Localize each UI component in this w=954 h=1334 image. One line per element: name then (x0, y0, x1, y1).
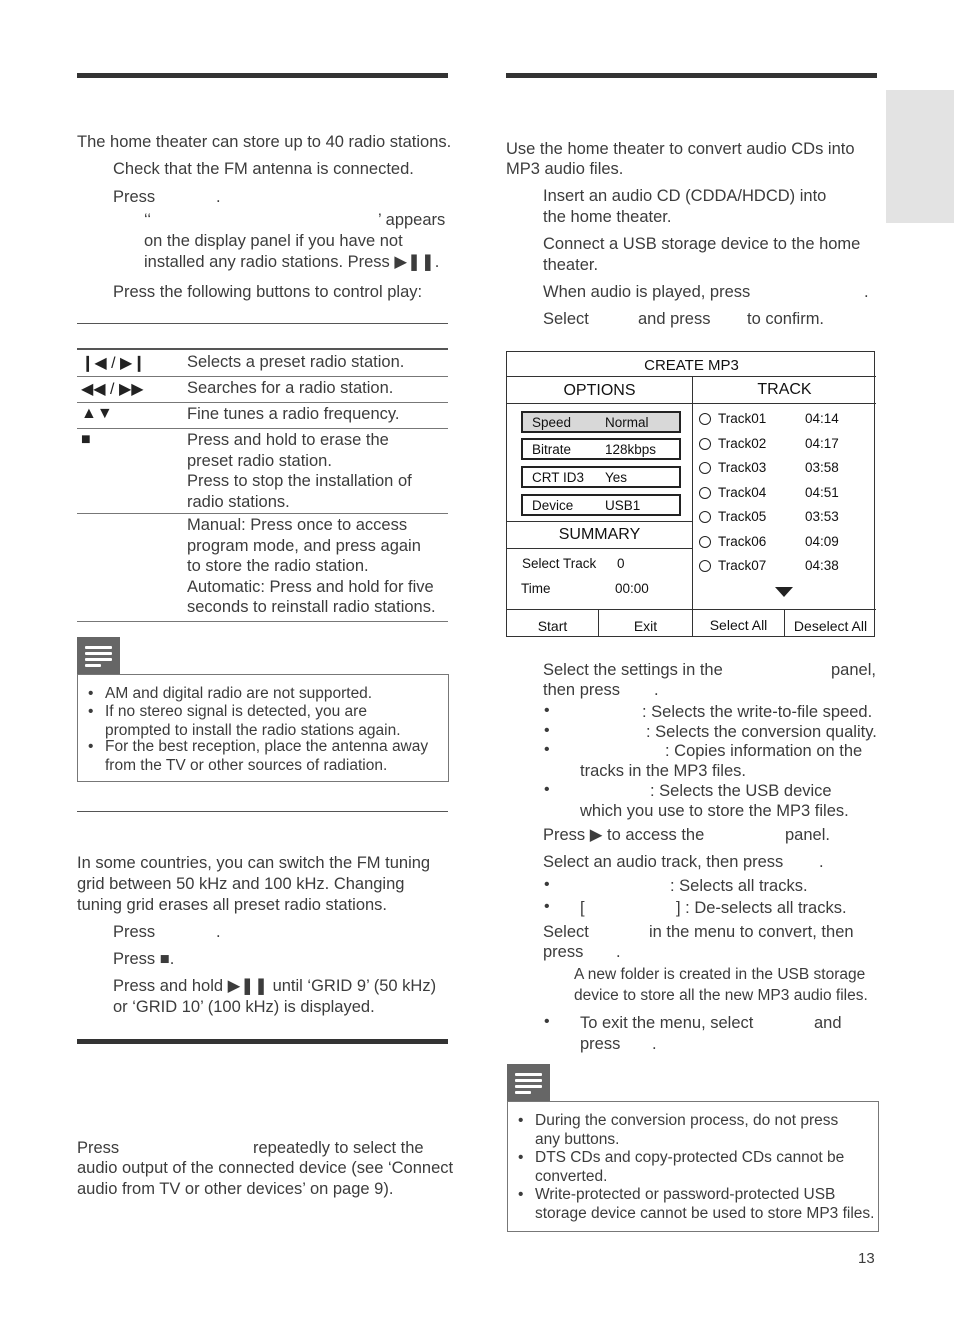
mp3-step-4-and: and press (638, 310, 711, 328)
track-name: Track04 (718, 484, 767, 500)
b5: : Selects all tracks. (670, 877, 808, 895)
b7-c: press (580, 1035, 621, 1053)
options-header: OPTIONS (563, 382, 636, 399)
b3a: : Copies information on the (665, 742, 863, 760)
track-name: Track06 (718, 533, 767, 549)
section-rule-audio (77, 1039, 448, 1044)
radio-step-3: Press the following buttons to control play: (113, 283, 423, 301)
note-bullet: • (518, 1149, 524, 1166)
s7-b: . (819, 853, 824, 871)
note-text: If no stereo signal is detected, you are (105, 703, 367, 720)
control-description: program mode, and press again (187, 536, 421, 555)
s6-a: Press ▶ to access the (543, 826, 705, 844)
option-crt-id3[interactable]: CRT ID3 Yes (521, 466, 681, 488)
grid-step-3-line1: Press and hold ▶❚❚ until ‘GRID 9’ (50 kHz) (113, 977, 437, 995)
note-text: prompted to install the radio stations again. (105, 721, 401, 739)
note-bullet: • (88, 703, 94, 720)
note-text: any buttons. (535, 1130, 620, 1148)
scroll-down-icon[interactable] (775, 587, 793, 597)
grid-step-1-press: Press (113, 923, 156, 941)
radio-circle-icon[interactable] (699, 413, 711, 425)
radio-circle-icon[interactable] (699, 462, 711, 474)
s6-b: panel. (785, 826, 830, 844)
track-duration: 03:58 (805, 460, 839, 475)
b3b: tracks in the MP3 files. (580, 762, 746, 780)
note-bullet: • (88, 685, 94, 702)
table-row (77, 350, 448, 377)
control-key-icon: ◀◀ / ▶▶ (81, 381, 144, 398)
s5-d: . (654, 681, 659, 699)
deselect-all-button[interactable]: Deselect All (793, 618, 868, 634)
note-text: DTS CDs and copy-protected CDs cannot be (535, 1149, 845, 1166)
note-icon (507, 1064, 550, 1101)
mp3-step-2b: theater. (543, 256, 599, 274)
table-row (77, 428, 448, 514)
b7-a: To exit the menu, select (580, 1014, 754, 1032)
bullet-4: • (544, 781, 550, 798)
note-bullet: • (88, 738, 94, 755)
time-label: Time (521, 581, 551, 596)
radio-circle-icon[interactable] (699, 536, 711, 548)
section-side-tab (886, 90, 954, 223)
control-description: Automatic: Press and hold for five (187, 577, 434, 596)
grid-step-1-dot: . (216, 923, 221, 941)
control-description: Searches for a radio station. (187, 379, 394, 397)
s8-b: in the menu to convert, then (649, 923, 854, 941)
radio-step-1: Check that the FM antenna is connected. (113, 160, 414, 178)
radio-intro: The home theater can store up to 40 radio stations. (77, 133, 452, 151)
track-name: Track07 (718, 558, 767, 573)
mp3-intro-2: MP3 audio files. (506, 160, 624, 178)
radio-circle-icon[interactable] (699, 511, 711, 523)
bullet-5: • (544, 876, 550, 893)
note-bullet: • (518, 1112, 524, 1129)
s8-c: press (543, 943, 584, 961)
note-text: During the conversion process, do not press (535, 1112, 839, 1129)
radio-step-2-line3: installed any radio stations. Press ▶❚❚. (144, 253, 440, 271)
s8-d: . (616, 943, 621, 961)
control-description: Fine tunes a radio frequency. (187, 405, 400, 423)
bullet-2: • (544, 722, 550, 739)
control-key-icon: ❙◀ / ▶❙ (81, 355, 146, 372)
b6a: [ (580, 899, 585, 917)
note-box-mp3 (507, 1101, 879, 1232)
s8-note-2: device to store all the new MP3 audio files. (574, 987, 868, 1004)
radio-step-2-quote: ‘‘ (144, 211, 152, 229)
s5-b: panel, (831, 661, 876, 679)
note-box-radio (77, 674, 449, 782)
track-duration: 04:17 (805, 435, 839, 451)
b6b: ] : De-selects all tracks. (676, 899, 847, 917)
control-key-icon: ■ (81, 431, 91, 448)
grid-step-2: Press ■. (113, 950, 175, 968)
audio-line-3: audio from TV or other devices’ on page 9). (77, 1180, 394, 1198)
track-name: Track01 (718, 411, 767, 426)
option-speed[interactable]: Speed Normal (521, 411, 681, 433)
mp3-step-4-select: Select (543, 310, 589, 328)
select-track-label: Select Track (522, 556, 597, 571)
table-row (77, 513, 448, 622)
audio-rest: repeatedly to select the (253, 1139, 424, 1157)
track-name: Track03 (718, 460, 767, 475)
control-description: Press and hold to erase the (187, 431, 389, 449)
s7-a: Select an audio track, then press (543, 853, 784, 871)
time-value: 00:00 (615, 581, 649, 596)
note-text: storage device cannot be used to store MP3 files. (535, 1204, 875, 1222)
track-duration: 03:53 (805, 509, 839, 524)
b4b: which you use to store the MP3 files. (580, 802, 849, 820)
section-rule-grid (77, 811, 448, 812)
bullet-7: • (544, 1013, 550, 1030)
track-duration: 04:14 (805, 411, 839, 426)
mp3-step-2a: Connect a USB storage device to the home (543, 235, 861, 253)
note-bullet: • (518, 1186, 524, 1203)
option-device[interactable]: Device USB1 (521, 494, 681, 516)
grid-step-3-line2: or ‘GRID 10’ (100 kHz) is displayed. (113, 998, 375, 1016)
start-button[interactable]: Start (537, 618, 568, 634)
control-description: Press to stop the installation of (187, 472, 412, 490)
select-track-value: 0 (617, 556, 625, 571)
control-description: to store the radio station. (187, 557, 369, 575)
radio-circle-icon[interactable] (699, 560, 711, 572)
mp3-step-4-confirm: to confirm. (747, 310, 825, 328)
mp3-step-1a: Insert an audio CD (CDDA/HDCD) into (543, 187, 827, 205)
mp3-step-1b: the home theater. (543, 208, 672, 226)
exit-button[interactable]: Exit (633, 618, 658, 634)
b7-d: . (652, 1035, 657, 1053)
grid-intro-line: In some countries, you can switch the FM tuning (77, 854, 431, 872)
bullet-1: • (544, 702, 550, 719)
section-rule-radio (77, 73, 448, 78)
radio-step-2-press: Press (113, 188, 156, 206)
control-description: seconds to reinstall radio stations. (187, 598, 436, 616)
page-number: 13 (858, 1250, 875, 1267)
s5-c: then press (543, 681, 621, 699)
track-name: Track02 (718, 435, 767, 451)
create-mp3-screen (506, 351, 875, 637)
note-text: Write-protected or password-protected USB (535, 1186, 836, 1203)
option-bitrate[interactable]: Bitrate 128kbps (521, 438, 681, 460)
s8-note-1: A new folder is created in the USB storage (574, 966, 866, 983)
radio-step-2-line2: on the display panel if you have not (144, 232, 403, 250)
note-text: from the TV or other sources of radiation. (105, 756, 388, 774)
summary-header: SUMMARY (558, 526, 641, 543)
note-icon (77, 637, 120, 674)
track-header: TRACK (757, 381, 812, 398)
control-key-icon: ▲▼ (81, 405, 113, 422)
control-description: preset radio station. (187, 451, 332, 470)
audio-line-2: audio output of the connected device (see ‘Connect (77, 1159, 454, 1177)
track-duration: 04:51 (805, 484, 839, 500)
b2: : Selects the conversion quality. (646, 723, 877, 741)
note-text: For the best reception, place the antenna away (105, 738, 429, 755)
grid-intro-line: grid between 50 kHz and 100 kHz. Changing (77, 875, 405, 893)
table-row (77, 376, 448, 403)
table-top-rule (77, 323, 448, 324)
note-text: AM and digital radio are not supported. (105, 685, 373, 702)
radio-circle-icon[interactable] (699, 438, 711, 450)
note-text: converted. (535, 1167, 608, 1185)
control-description: radio stations. (187, 492, 290, 511)
s5-a: Select the settings in the (543, 661, 723, 679)
track-duration: 04:38 (805, 558, 839, 573)
bullet-3: • (544, 741, 550, 758)
mp3-step-3-dot: . (864, 283, 869, 301)
mp3-intro-1: Use the home theater to convert audio CDs into (506, 140, 855, 158)
control-description: Manual: Press once to access (187, 516, 408, 534)
b1: : Selects the write-to-file speed. (642, 703, 873, 721)
b7-b: and (814, 1014, 842, 1032)
track-duration: 04:09 (805, 533, 839, 549)
grid-intro-line: tuning grid erases all preset radio stations. (77, 896, 388, 914)
b4a: : Selects the USB device (650, 782, 832, 800)
s8-a: Select (543, 923, 589, 941)
table-row (77, 402, 448, 429)
bullet-6: • (544, 898, 550, 915)
radio-step-2-appears: ’ appears (378, 211, 446, 229)
audio-press: Press (77, 1139, 120, 1157)
track-name: Track05 (718, 509, 767, 524)
mp3-step-3: When audio is played, press (543, 283, 751, 301)
radio-step-2-dot: . (216, 188, 221, 206)
screen-title: CREATE MP3 (644, 357, 739, 374)
select-all-button[interactable]: Select All (709, 617, 768, 633)
radio-circle-icon[interactable] (699, 487, 711, 499)
control-description: Selects a preset radio station. (187, 353, 405, 371)
section-rule-mp3 (506, 73, 877, 78)
